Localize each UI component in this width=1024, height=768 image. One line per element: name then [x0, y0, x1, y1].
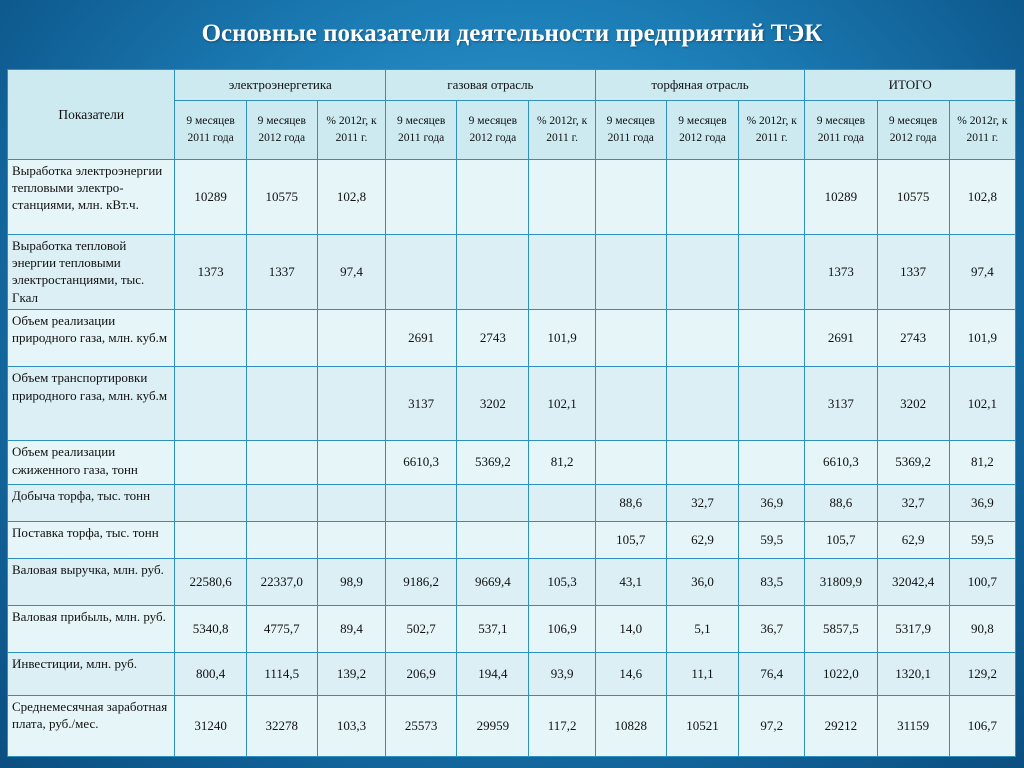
group-header-peat: торфяная отрасль [595, 70, 805, 101]
value-cell: 105,7 [595, 521, 666, 558]
table-row [8, 695, 1016, 756]
value-cell [457, 521, 529, 558]
value-cell: 98,9 [317, 558, 385, 605]
value-cell: 31809,9 [805, 558, 877, 605]
value-cell [739, 235, 805, 310]
value-cell: 105,7 [805, 521, 877, 558]
value-cell: 101,9 [949, 310, 1015, 367]
value-cell [246, 521, 317, 558]
table-row [8, 521, 1016, 558]
value-cell: 31159 [877, 695, 949, 756]
row-label: Валовая прибыль, млн. руб. [8, 605, 175, 652]
subheader-cell: 9 месяцев 2012 года [877, 101, 949, 160]
table-row [8, 605, 1016, 652]
table-row [8, 484, 1016, 521]
value-cell: 14,0 [595, 605, 666, 652]
value-cell: 103,3 [317, 695, 385, 756]
value-cell: 59,5 [739, 521, 805, 558]
subheader-cell: 9 месяцев 2012 года [666, 101, 738, 160]
value-cell: 1114,5 [246, 652, 317, 695]
value-cell: 5369,2 [457, 441, 529, 484]
value-cell [739, 441, 805, 484]
value-cell [457, 235, 529, 310]
value-cell [739, 310, 805, 367]
row-label: Объем реализации сжиженного газа, тонн [8, 441, 175, 484]
value-cell: 100,7 [949, 558, 1015, 605]
value-cell [386, 484, 457, 521]
value-cell [386, 160, 457, 235]
row-label: Объем реализации природного газа, млн. куб.м [8, 310, 175, 367]
value-cell: 194,4 [457, 652, 529, 695]
value-cell: 102,8 [949, 160, 1015, 235]
value-cell: 101,9 [529, 310, 595, 367]
value-cell: 129,2 [949, 652, 1015, 695]
value-cell: 9669,4 [457, 558, 529, 605]
value-cell: 93,9 [529, 652, 595, 695]
value-cell [317, 484, 385, 521]
page-title: Основные показатели деятельности предприятий ТЭК [201, 20, 823, 47]
subheader-cell: 9 месяцев 2011 года [595, 101, 666, 160]
value-cell [175, 441, 246, 484]
value-cell: 76,4 [739, 652, 805, 695]
value-cell: 59,5 [949, 521, 1015, 558]
value-cell: 6610,3 [805, 441, 877, 484]
value-cell [595, 367, 666, 441]
indicators-table [7, 69, 1016, 757]
table-body [8, 160, 1016, 757]
value-cell [666, 367, 738, 441]
value-cell: 102,1 [949, 367, 1015, 441]
value-cell: 537,1 [457, 605, 529, 652]
value-cell [529, 235, 595, 310]
value-cell: 105,3 [529, 558, 595, 605]
value-cell [666, 235, 738, 310]
value-cell: 22580,6 [175, 558, 246, 605]
value-cell [317, 367, 385, 441]
value-cell: 62,9 [877, 521, 949, 558]
value-cell: 10289 [805, 160, 877, 235]
value-cell [595, 160, 666, 235]
group-header-row [8, 70, 1016, 101]
value-cell: 29212 [805, 695, 877, 756]
value-cell: 102,1 [529, 367, 595, 441]
corner-header: Показатели [8, 70, 175, 160]
subheader-cell: 9 месяцев 2011 года [805, 101, 877, 160]
value-cell: 88,6 [595, 484, 666, 521]
value-cell: 2691 [805, 310, 877, 367]
value-cell: 83,5 [739, 558, 805, 605]
indicators-table-container [7, 69, 1016, 757]
subheader-cell: 9 месяцев 2012 года [457, 101, 529, 160]
row-label: Выработка тепловой энергии тепловыми электростанциями, тыс. Гкал [8, 235, 175, 310]
subheader-cell: 9 месяцев 2012 года [246, 101, 317, 160]
value-cell: 6610,3 [386, 441, 457, 484]
value-cell: 4775,7 [246, 605, 317, 652]
value-cell: 62,9 [666, 521, 738, 558]
value-cell: 89,4 [317, 605, 385, 652]
value-cell: 5857,5 [805, 605, 877, 652]
value-cell: 5317,9 [877, 605, 949, 652]
value-cell: 5,1 [666, 605, 738, 652]
value-cell: 1373 [175, 235, 246, 310]
value-cell [386, 521, 457, 558]
subheader-cell: % 2012г, к 2011 г. [317, 101, 385, 160]
table-row [8, 441, 1016, 484]
value-cell: 3202 [877, 367, 949, 441]
value-cell: 10521 [666, 695, 738, 756]
subheader-cell: 9 месяцев 2011 года [175, 101, 246, 160]
value-cell [739, 160, 805, 235]
value-cell: 97,4 [949, 235, 1015, 310]
value-cell [666, 441, 738, 484]
value-cell [246, 484, 317, 521]
value-cell: 81,2 [529, 441, 595, 484]
value-cell [317, 521, 385, 558]
value-cell: 102,8 [317, 160, 385, 235]
table-row [8, 558, 1016, 605]
row-label: Валовая выручка, млн. руб. [8, 558, 175, 605]
value-cell: 29959 [457, 695, 529, 756]
value-cell: 1337 [877, 235, 949, 310]
value-cell: 97,2 [739, 695, 805, 756]
subheader-cell: 9 месяцев 2011 года [386, 101, 457, 160]
value-cell [666, 160, 738, 235]
value-cell: 5340,8 [175, 605, 246, 652]
value-cell: 2743 [877, 310, 949, 367]
value-cell: 14,6 [595, 652, 666, 695]
value-cell: 1373 [805, 235, 877, 310]
value-cell: 10289 [175, 160, 246, 235]
value-cell [246, 310, 317, 367]
value-cell: 10575 [877, 160, 949, 235]
value-cell: 1320,1 [877, 652, 949, 695]
value-cell: 32,7 [666, 484, 738, 521]
value-cell: 5369,2 [877, 441, 949, 484]
value-cell [529, 484, 595, 521]
value-cell [317, 441, 385, 484]
value-cell: 3137 [386, 367, 457, 441]
value-cell [175, 310, 246, 367]
value-cell: 2691 [386, 310, 457, 367]
value-cell [175, 521, 246, 558]
value-cell [595, 310, 666, 367]
value-cell: 81,2 [949, 441, 1015, 484]
table-row [8, 310, 1016, 367]
value-cell: 25573 [386, 695, 457, 756]
value-cell: 88,6 [805, 484, 877, 521]
value-cell: 9186,2 [386, 558, 457, 605]
value-cell [666, 310, 738, 367]
group-header-gas: газовая отрасль [386, 70, 596, 101]
value-cell [595, 441, 666, 484]
value-cell [529, 521, 595, 558]
value-cell: 502,7 [386, 605, 457, 652]
value-cell: 32278 [246, 695, 317, 756]
value-cell [386, 235, 457, 310]
subheader-cell: % 2012г, к 2011 г. [529, 101, 595, 160]
row-label: Добыча торфа, тыс. тонн [8, 484, 175, 521]
value-cell: 90,8 [949, 605, 1015, 652]
value-cell: 36,9 [949, 484, 1015, 521]
row-label: Инвестиции, млн. руб. [8, 652, 175, 695]
group-header-electro: электроэнергетика [175, 70, 386, 101]
value-cell: 1022,0 [805, 652, 877, 695]
value-cell [317, 310, 385, 367]
row-label: Объем транспортировки природного газа, млн. куб.м [8, 367, 175, 441]
value-cell: 139,2 [317, 652, 385, 695]
value-cell: 3137 [805, 367, 877, 441]
table-row [8, 367, 1016, 441]
value-cell: 10575 [246, 160, 317, 235]
subheader-cell: % 2012г, к 2011 г. [739, 101, 805, 160]
value-cell: 22337,0 [246, 558, 317, 605]
value-cell: 106,7 [949, 695, 1015, 756]
value-cell [457, 160, 529, 235]
value-cell [457, 484, 529, 521]
value-cell: 106,9 [529, 605, 595, 652]
table-row [8, 652, 1016, 695]
table-row [8, 160, 1016, 235]
value-cell: 800,4 [175, 652, 246, 695]
value-cell: 36,0 [666, 558, 738, 605]
value-cell [739, 367, 805, 441]
value-cell: 206,9 [386, 652, 457, 695]
value-cell: 1337 [246, 235, 317, 310]
value-cell: 32,7 [877, 484, 949, 521]
value-cell: 36,7 [739, 605, 805, 652]
table-row [8, 235, 1016, 310]
subheader-cell: % 2012г, к 2011 г. [949, 101, 1015, 160]
value-cell: 32042,4 [877, 558, 949, 605]
row-label: Поставка торфа, тыс. тонн [8, 521, 175, 558]
value-cell [529, 160, 595, 235]
value-cell [595, 235, 666, 310]
value-cell: 36,9 [739, 484, 805, 521]
value-cell: 117,2 [529, 695, 595, 756]
row-label: Среднемесячная заработная плата, руб./мес. [8, 695, 175, 756]
value-cell: 10828 [595, 695, 666, 756]
value-cell: 97,4 [317, 235, 385, 310]
value-cell [246, 367, 317, 441]
value-cell: 43,1 [595, 558, 666, 605]
value-cell: 2743 [457, 310, 529, 367]
value-cell: 31240 [175, 695, 246, 756]
value-cell [175, 484, 246, 521]
value-cell [246, 441, 317, 484]
group-header-total: ИТОГО [805, 70, 1016, 101]
row-label: Выработка электроэнергии тепловыми электро-станциями, млн. кВт.ч. [8, 160, 175, 235]
value-cell: 11,1 [666, 652, 738, 695]
value-cell: 3202 [457, 367, 529, 441]
value-cell [175, 367, 246, 441]
